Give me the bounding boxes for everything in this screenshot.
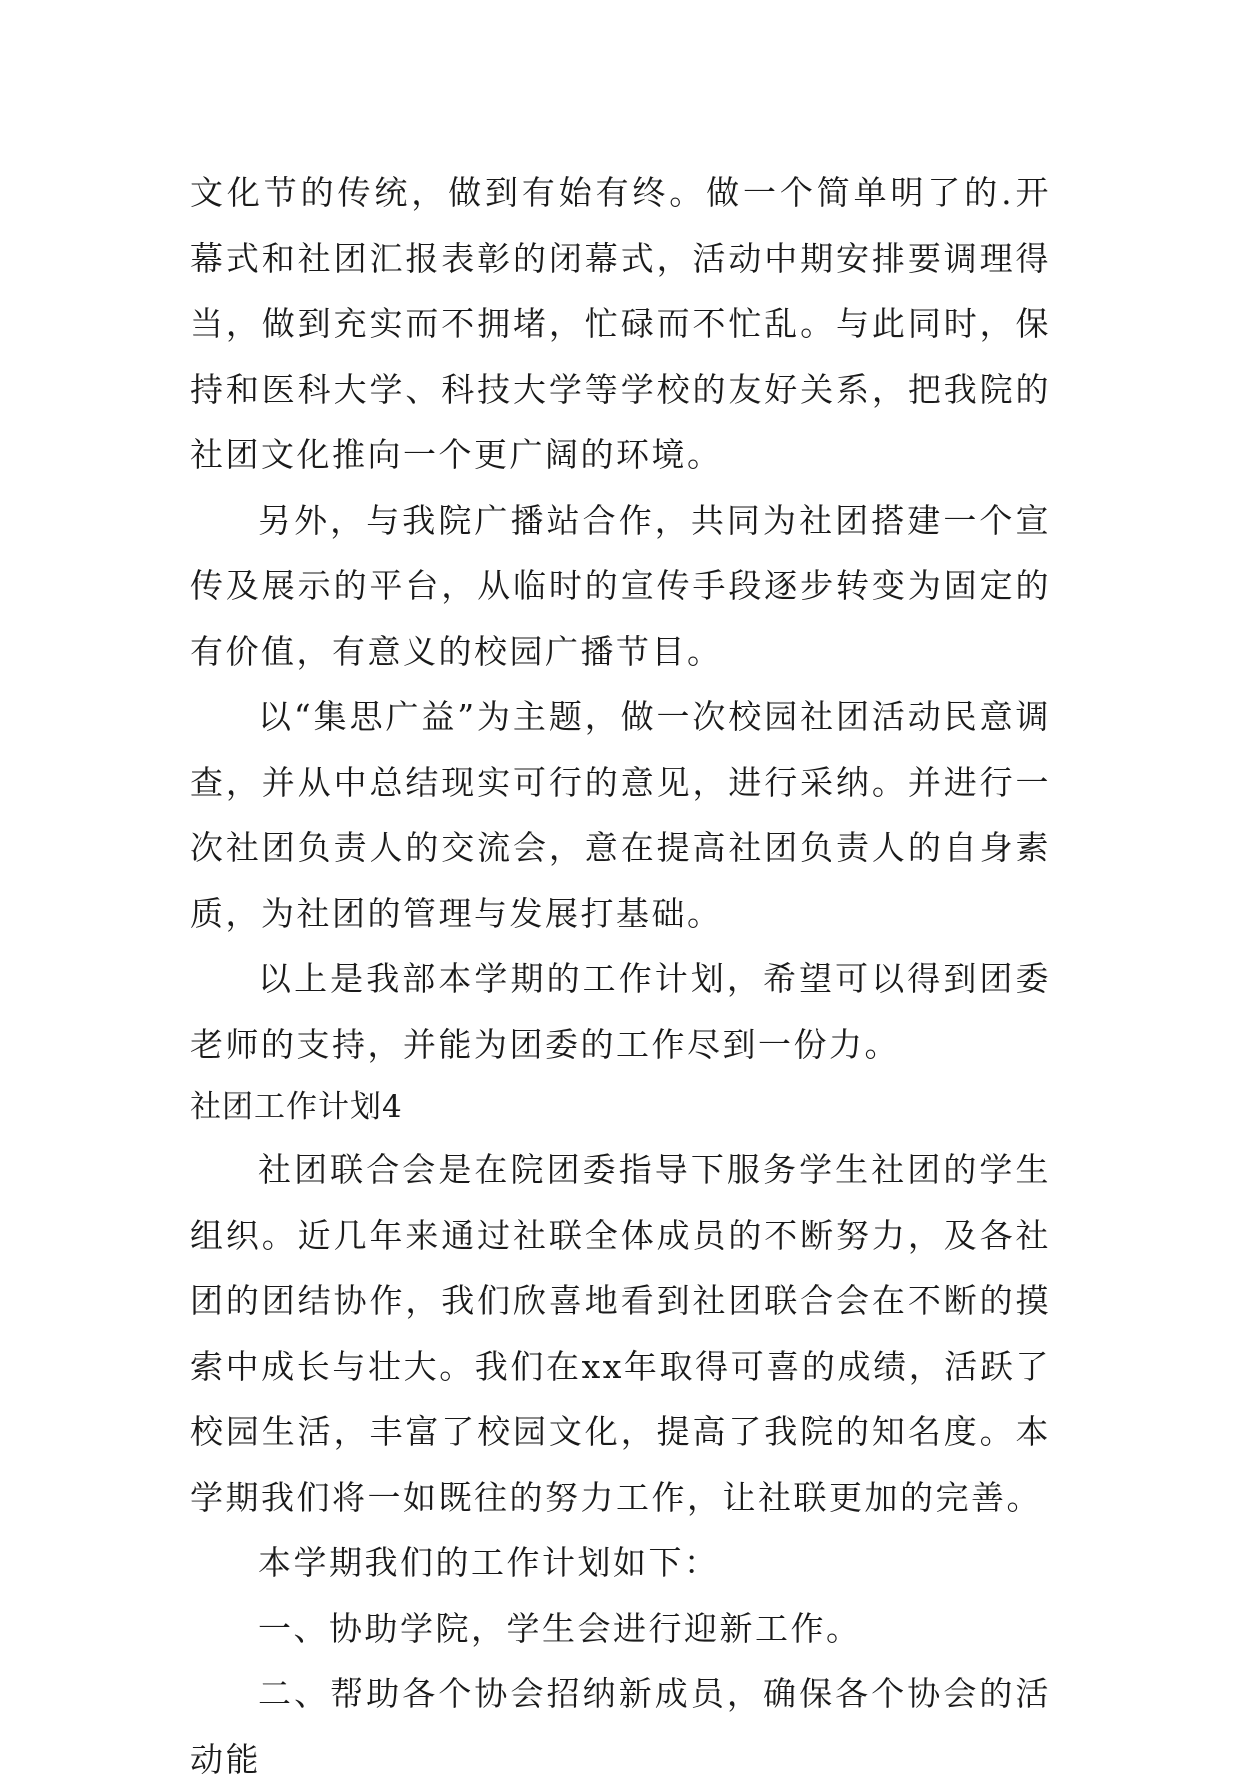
section-heading: 社团工作计划4 <box>190 1089 403 1125</box>
paragraph-plan-lead: 本学期我们的工作计划如下： <box>258 1543 720 1582</box>
paragraph-intro: 社团联合会是在院团委指导下服务学生社团的学生组织。近几年来通过社联全体成员的不断努力，及各社团的团结协作，我们欣喜地看到社团联合会在不断的摸索中成长与壮大。我们在xx年取得可喜的成绩，活跃了校园生活，丰富了校园文化，提高了我院的知名度。本学期我们将一如既往的努力工作，让社联更加的完善。 <box>190 1150 1051 1517</box>
list-item-2: 二、帮助各个协会招纳新成员，确保各个协会的活动能 <box>190 1674 1051 1779</box>
paragraph-continuation: 文化节的传统，做到有始有终。做一个简单明了的.开幕式和社团汇报表彰的闭幕式，活动中期安排要调理得当，做到充实而不拥堵，忙碌而不忙乱。与此同时，保持和医科大学、科技大学等学校的友好关系，把我院的社团文化推向一个更广阔的环境。 <box>190 173 1051 474</box>
paragraph-broadcast: 另外，与我院广播站合作，共同为社团搭建一个宣传及展示的平台，从临时的宣传手段逐步转变为固定的有价值，有意义的校园广播节目。 <box>190 500 1051 671</box>
list-item-1: 一、协助学院，学生会进行迎新工作。 <box>258 1608 862 1648</box>
paragraph-conclusion: 以上是我部本学期的工作计划，希望可以得到团委老师的支持，并能为团委的工作尽到一份力。 <box>190 959 1051 1064</box>
paragraph-survey: 以“集思广益”为主题，做一次校园社团活动民意调查，并从中总结现实可行的意见，进行采纳。并进行一次社团负责人的交流会，意在提高社团负责人的自身素质，为社团的管理与发展打基础。 <box>190 697 1051 933</box>
